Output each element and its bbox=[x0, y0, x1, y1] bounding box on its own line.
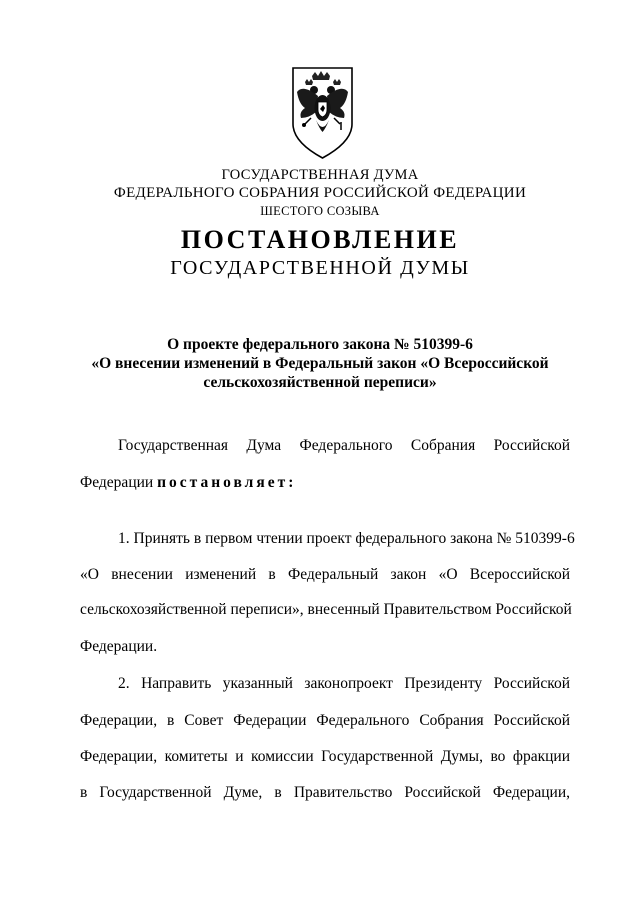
item1-line4: Федерации. bbox=[80, 638, 158, 655]
subject-line2: «О внесении изменений в Федеральный закон «О Всероссийской bbox=[91, 355, 549, 372]
item2-line3: Федерации, комитеты и комиссии Государственной Думы, во фракции bbox=[80, 748, 570, 765]
item2-line2: Федерации, в Совет Федерации Федерального Собрания Российской bbox=[80, 712, 570, 729]
preamble-line2 bbox=[80, 473, 570, 493]
item1-line3: сельскохозяйственной переписи», внесенный Правительством Российской bbox=[80, 601, 572, 618]
document-type-title: ПОСТАНОВЛЕНИЕ bbox=[180, 225, 460, 254]
preamble-line1: Государственная Дума Федерального Собрания Российской bbox=[118, 437, 570, 454]
resolves-keyword: постановляет: bbox=[157, 474, 297, 491]
item1-line2: «О внесении изменений в Федеральный закон «О Всероссийской bbox=[80, 566, 570, 583]
subject-line1: О проекте федерального закона № 510399-6 bbox=[167, 336, 473, 353]
item2-line1: 2. Направить указанный законопроект Президенту Российской bbox=[118, 675, 570, 692]
item1-line1: 1. Принять в первом чтении проект федерального закона № 510399-6 bbox=[118, 530, 575, 547]
coat-of-arms-icon bbox=[285, 62, 360, 162]
org-name-line1: ГОСУДАРСТВЕННАЯ ДУМА bbox=[221, 167, 419, 183]
preamble-line2-start: Федерации bbox=[80, 474, 158, 491]
document-issuer-subtitle: ГОСУДАРСТВЕННОЙ ДУМЫ bbox=[170, 257, 470, 279]
org-name-line2: ФЕДЕРАЛЬНОГО СОБРАНИЯ РОССИЙСКОЙ ФЕДЕРАЦИИ bbox=[113, 185, 527, 201]
item2-line4: в Государственной Думе, в Правительство Российской Федерации, bbox=[80, 784, 570, 801]
subject-line3: сельскохозяйственной переписи» bbox=[203, 374, 437, 391]
convocation-line: ШЕСТОГО СОЗЫВА bbox=[260, 204, 380, 218]
